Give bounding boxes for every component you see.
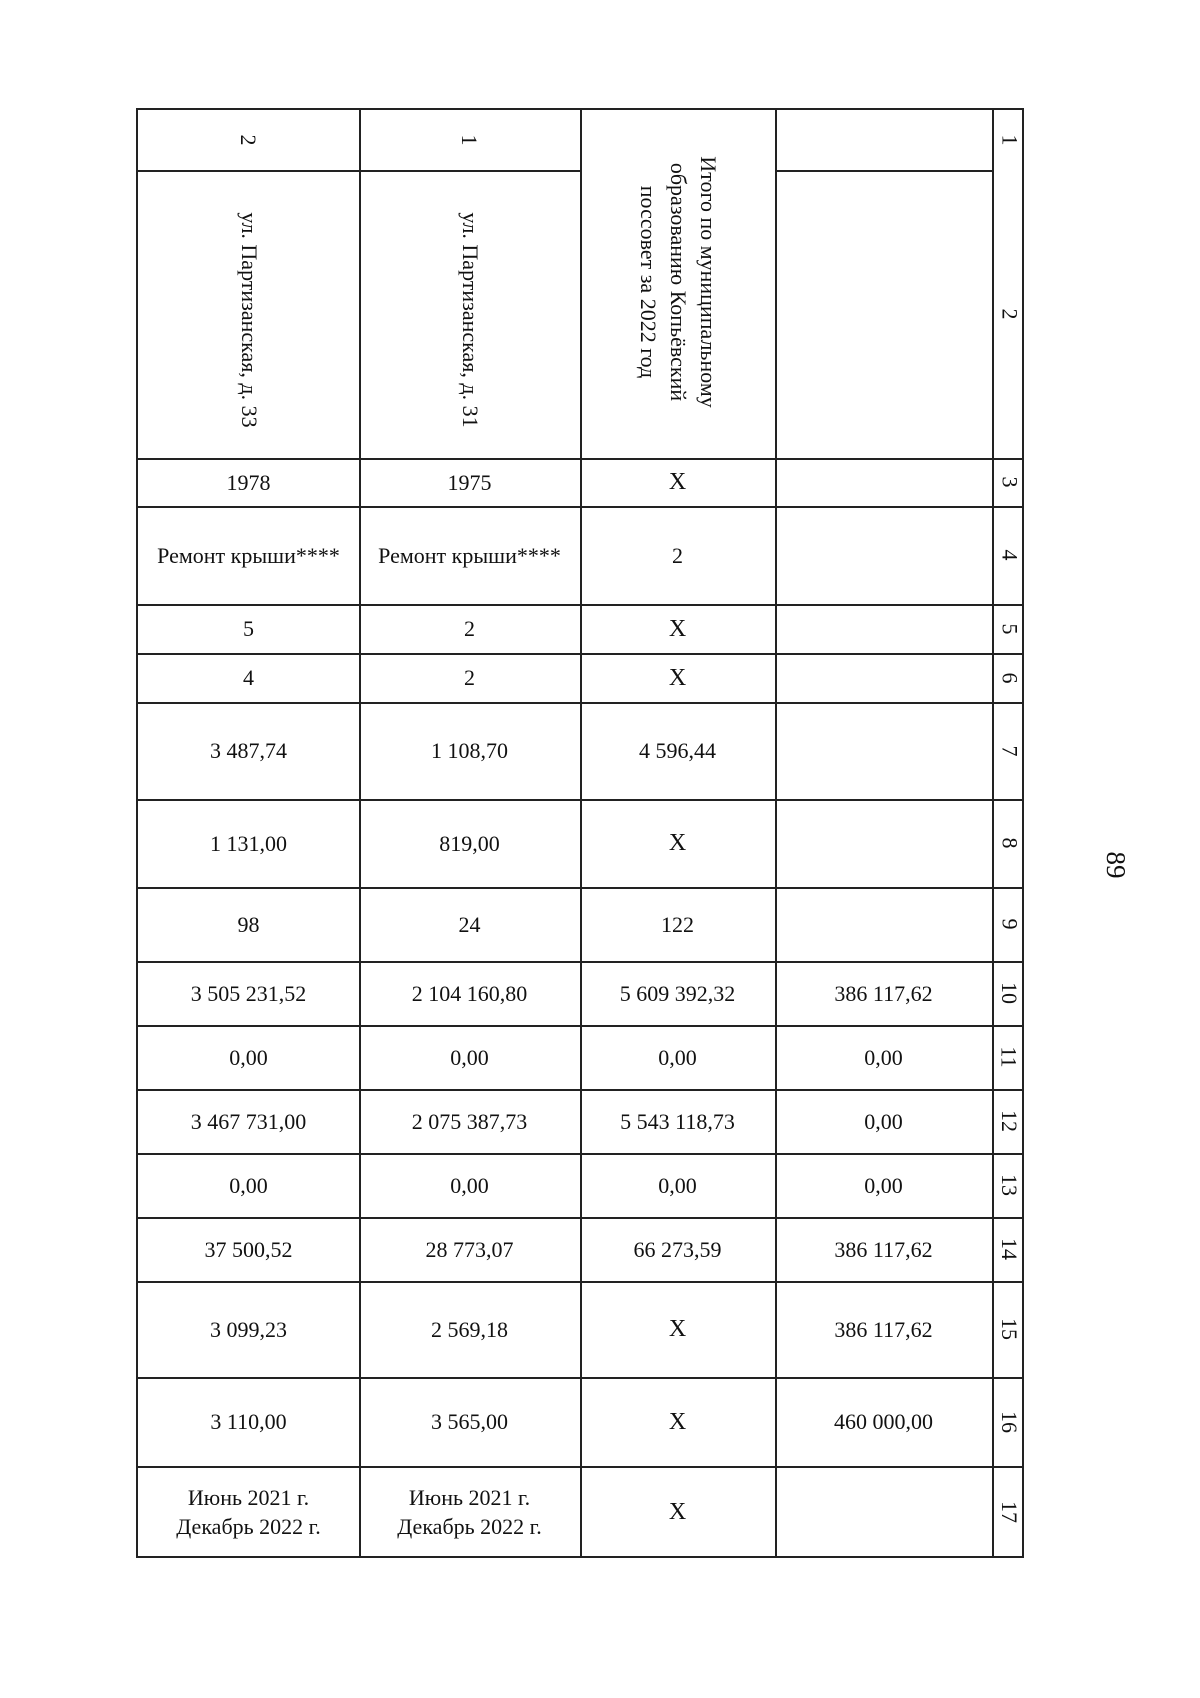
value-cell: 3 467 731,00 (190, 1108, 307, 1134)
value-cell: 5 (243, 616, 254, 642)
column-number: 3 (997, 476, 1022, 488)
period-cell: Июнь 2021 г. Декабрь 2022 г. (397, 1485, 542, 1539)
value-cell: 386 117,62 (834, 1316, 933, 1342)
value-cell: Х (668, 664, 687, 691)
page-number: 89 (1101, 851, 1132, 879)
value-cell (775, 655, 992, 702)
value-cell: 0,00 (658, 1172, 697, 1198)
value-cell: 0,00 (864, 1172, 903, 1198)
value-cell: 2 075 387,73 (411, 1108, 528, 1134)
column-number: 11 (997, 1046, 1022, 1068)
value-cell: 37 500,52 (204, 1236, 293, 1262)
value-cell: 1 108,70 (431, 738, 508, 764)
column-number: 2 (997, 308, 1022, 320)
row-number: 1 (456, 134, 482, 146)
value-cell (775, 704, 992, 799)
value-cell: 5 609 392,32 (619, 980, 736, 1006)
value-cell: 1 131,00 (210, 830, 287, 856)
value-cell: 3 099,23 (210, 1316, 287, 1342)
value-cell: 4 596,44 (639, 738, 716, 764)
value-cell: 3 487,74 (210, 738, 287, 764)
value-cell: Х (668, 830, 687, 857)
data-table (136, 108, 1024, 1558)
value-cell: 386 117,62 (834, 1236, 933, 1262)
value-cell: 4 (243, 665, 254, 691)
column-number: 15 (997, 1318, 1022, 1340)
column-number: 16 (997, 1410, 1022, 1433)
value-cell: Ремонт крыши**** (157, 542, 340, 568)
value-cell: Х (668, 1408, 687, 1435)
period-cell: Х (668, 1499, 687, 1526)
value-cell: 0,00 (450, 1172, 489, 1198)
value-cell: Х (668, 615, 687, 642)
value-cell: 0,00 (450, 1044, 489, 1070)
value-cell: 0,00 (229, 1044, 268, 1070)
value-cell: 3 505 231,52 (190, 980, 307, 1006)
value-cell: 0,00 (658, 1044, 697, 1070)
value-cell: 2 (464, 665, 475, 691)
value-cell: 5 543 118,73 (620, 1108, 735, 1134)
value-cell: 66 273,59 (633, 1236, 722, 1262)
column-number: 17 (997, 1501, 1022, 1523)
value-cell: 2 104 160,80 (411, 980, 528, 1006)
value-cell: 819,00 (439, 830, 500, 856)
value-cell: 0,00 (229, 1172, 268, 1198)
address-cell: ул. Партизанская, д. 33 (236, 212, 262, 428)
value-cell: 2 (672, 542, 683, 568)
value-cell: 98 (237, 911, 260, 937)
column-number: 12 (997, 1110, 1022, 1132)
row-number: 2 (235, 134, 261, 146)
value-cell (775, 889, 992, 961)
value-cell: Х (668, 1316, 687, 1343)
column-number: 14 (997, 1238, 1022, 1260)
column-number: 5 (997, 623, 1022, 634)
value-cell: 2 569,18 (431, 1316, 508, 1342)
value-cell (775, 606, 992, 653)
value-cell (775, 460, 992, 506)
value-cell (775, 801, 992, 887)
address-cell: ул. Партизанская, д. 31 (457, 212, 483, 428)
value-cell: 122 (661, 911, 694, 937)
value-cell (775, 508, 992, 604)
value-cell: Х (668, 469, 687, 496)
column-number: 4 (997, 549, 1022, 561)
value-cell: 1975 (447, 469, 492, 495)
value-cell: 386 117,62 (834, 980, 933, 1006)
total-header: Итого по муниципальному образованию Копьёвский поссовет за 2022 год (636, 156, 721, 408)
value-cell: 28 773,07 (425, 1236, 514, 1262)
column-number: 7 (997, 745, 1022, 756)
value-cell: 1978 (226, 469, 271, 495)
value-cell: 24 (458, 911, 481, 937)
value-cell: 0,00 (864, 1044, 903, 1070)
value-cell: 0,00 (864, 1108, 903, 1134)
value-cell: 2 (464, 616, 475, 642)
column-number: 10 (997, 982, 1022, 1004)
period-cell (775, 1468, 992, 1558)
column-number: 1 (997, 134, 1022, 146)
value-cell: 3 565,00 (431, 1409, 508, 1435)
value-cell: 3 110,00 (210, 1409, 287, 1435)
value-cell: 460 000,00 (834, 1409, 933, 1435)
column-number: 6 (997, 672, 1022, 683)
column-number: 13 (997, 1174, 1022, 1196)
value-cell: Ремонт крыши**** (378, 542, 561, 568)
column-number: 9 (997, 918, 1022, 930)
period-cell: Июнь 2021 г. Декабрь 2022 г. (176, 1485, 321, 1539)
column-number: 8 (997, 837, 1022, 849)
